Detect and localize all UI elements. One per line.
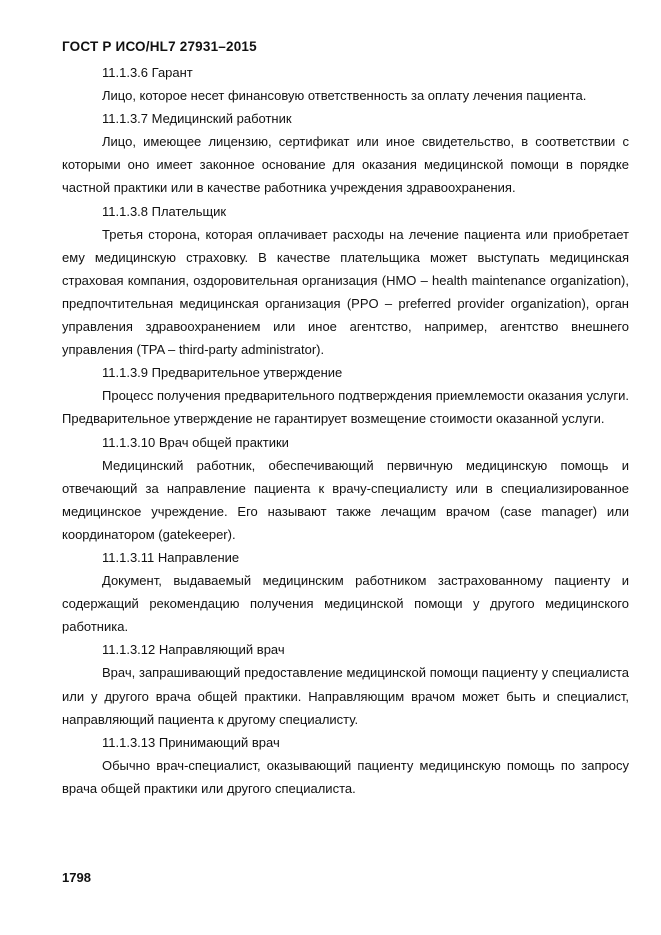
term-heading-referring-physician: 11.1.3.12 Направляющий врач <box>102 642 285 658</box>
term-heading-guarantor: 11.1.3.6 Гарант <box>102 65 193 80</box>
page-number: 1798 <box>62 870 91 885</box>
term-definition-healthcare-worker: Лицо, имеющее лицензию, сертификат или иное свидетельство, в соответствии с которыми оно имеет законное основание для оказания медицинской помощи в порядке частной практики или в качестве работника учреждения здравоохранения. <box>62 134 629 196</box>
terms-section <box>62 61 629 800</box>
term-definition-preauthorization: Процесс получения предварительного подтверждения приемлемости оказания услуги. Предварительное утверждение не гарантирует возмещение стоимости оказанной услуги. <box>62 388 629 427</box>
term-definition-payer: Третья сторона, которая оплачивает расходы на лечение пациента или приобретает ему медицинскую страховку. В качестве плательщика может выступать медицинская страховая компания, оздоровительная организация (HMO – health maintenance organization), предпочтительная медицинская организация (PPO – preferred provider organization), орган управления здравоохранением или иное агентство, например, агентство внешнего управления (TPA – third-party administrator). <box>62 226 629 358</box>
term-heading-preauthorization: 11.1.3.9 Предварительное утверждение <box>102 365 343 381</box>
term-heading-general-practitioner: 11.1.3.10 Врач общей практики <box>102 434 289 450</box>
term-definition-guarantor: Лицо, которое несет финансовую ответственность за оплату лечения пациента. <box>102 88 587 104</box>
term-definition-receiving-physician: Обычно врач-специалист, оказывающий пациенту медицинскую помощь по запросу врача общей практики или другого специалиста. <box>62 757 629 796</box>
standard-code-header: ГОСТ Р ИСО/HL7 27931–2015 <box>62 39 257 54</box>
term-definition-referral: Документ, выдаваемый медицинским работником застрахованному пациенту и содержащий рекомендацию получения медицинской помощи у другого медицинского работника. <box>62 573 629 635</box>
term-definition-referring-physician: Врач, запрашивающий предоставление медицинской помощи пациенту у специалиста или у другого врача общей практики. Направляющим врачом может быть и специалист, направляющий пациента к другому специалисту. <box>62 665 629 727</box>
term-heading-referral: 11.1.3.11 Направление <box>102 549 240 565</box>
term-heading-receiving-physician: 11.1.3.13 Принимающий врач <box>102 734 280 750</box>
term-heading-healthcare-worker: 11.1.3.7 Медицинский работник <box>102 111 292 127</box>
term-definition-general-practitioner: Медицинский работник, обеспечивающий первичную медицинскую помощь и отвечающий за направление пациента к врачу-специалисту или в специализированное медицинское учреждение. Его называют также лечащим врачом (case manager) или координатором (gatekeeper). <box>62 457 629 542</box>
term-heading-payer: 11.1.3.8 Плательщик <box>102 203 227 219</box>
